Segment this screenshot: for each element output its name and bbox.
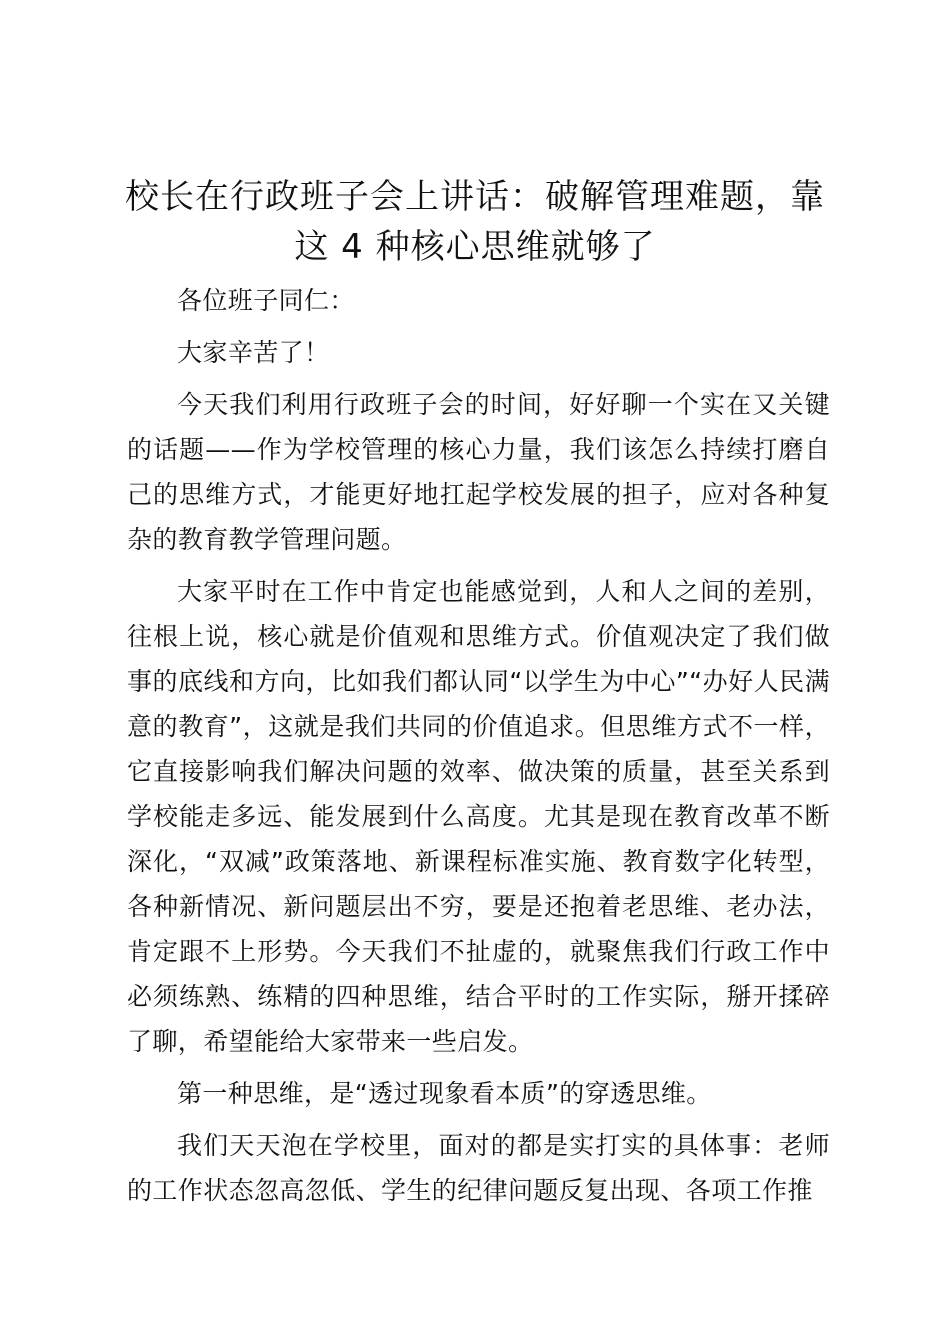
paragraph-values-thinking: 大家平时在工作中肯定也能感觉到，人和人之间的差别，往根上说，核心就是价值观和思维方式。价值观决定了我们做事的底线和方向，比如我们都认同“以学生为中心”“办好人民满意的教育”，这就是我们共同的价值追求。但思维方式不一样，它直接影响我们解决问题的效率、做决策的质量，甚至关系到学校能走多远、能发展到什么高度。尤其是现在教育改革不断深化，“双减”政策落地、新课程标准实施、教育数字化转型，各种新情况、新问题层出不穷，要是还抱着老思维、老办法，肯定跟不上形势。今天我们不扯虚的，就聚焦我们行政工作中必须练熟、练精的四种思维，结合平时的工作实际，掰开揉碎了聊，希望能给大家带来一些启发。: [127, 577, 830, 1056]
salutation: 各位班子同仁：: [177, 286, 355, 315]
document-body: [127, 278, 830, 1213]
greeting: 大家辛苦了！: [177, 338, 330, 367]
section-heading-first-thinking: 第一种思维，是“透过现象看本质”的穿透思维。: [177, 1079, 712, 1108]
paragraph-intro: 今天我们利用行政班子会的时间，好好聊一个实在又关键的话题——作为学校管理的核心力量，我们该怎么持续打磨自己的思维方式，才能更好地扛起学校发展的担子，应对各种复杂的教育教学管理问题。: [127, 390, 830, 554]
document-title: 校长在行政班子会上讲话：破解管理难题，靠这 4 种核心思维就够了: [125, 177, 825, 267]
paragraph-first-thinking: 我们天天泡在学校里，面对的都是实打实的具体事：老师的工作状态忽高忽低、学生的纪律问题反复出现、各项工作推: [127, 1131, 830, 1205]
